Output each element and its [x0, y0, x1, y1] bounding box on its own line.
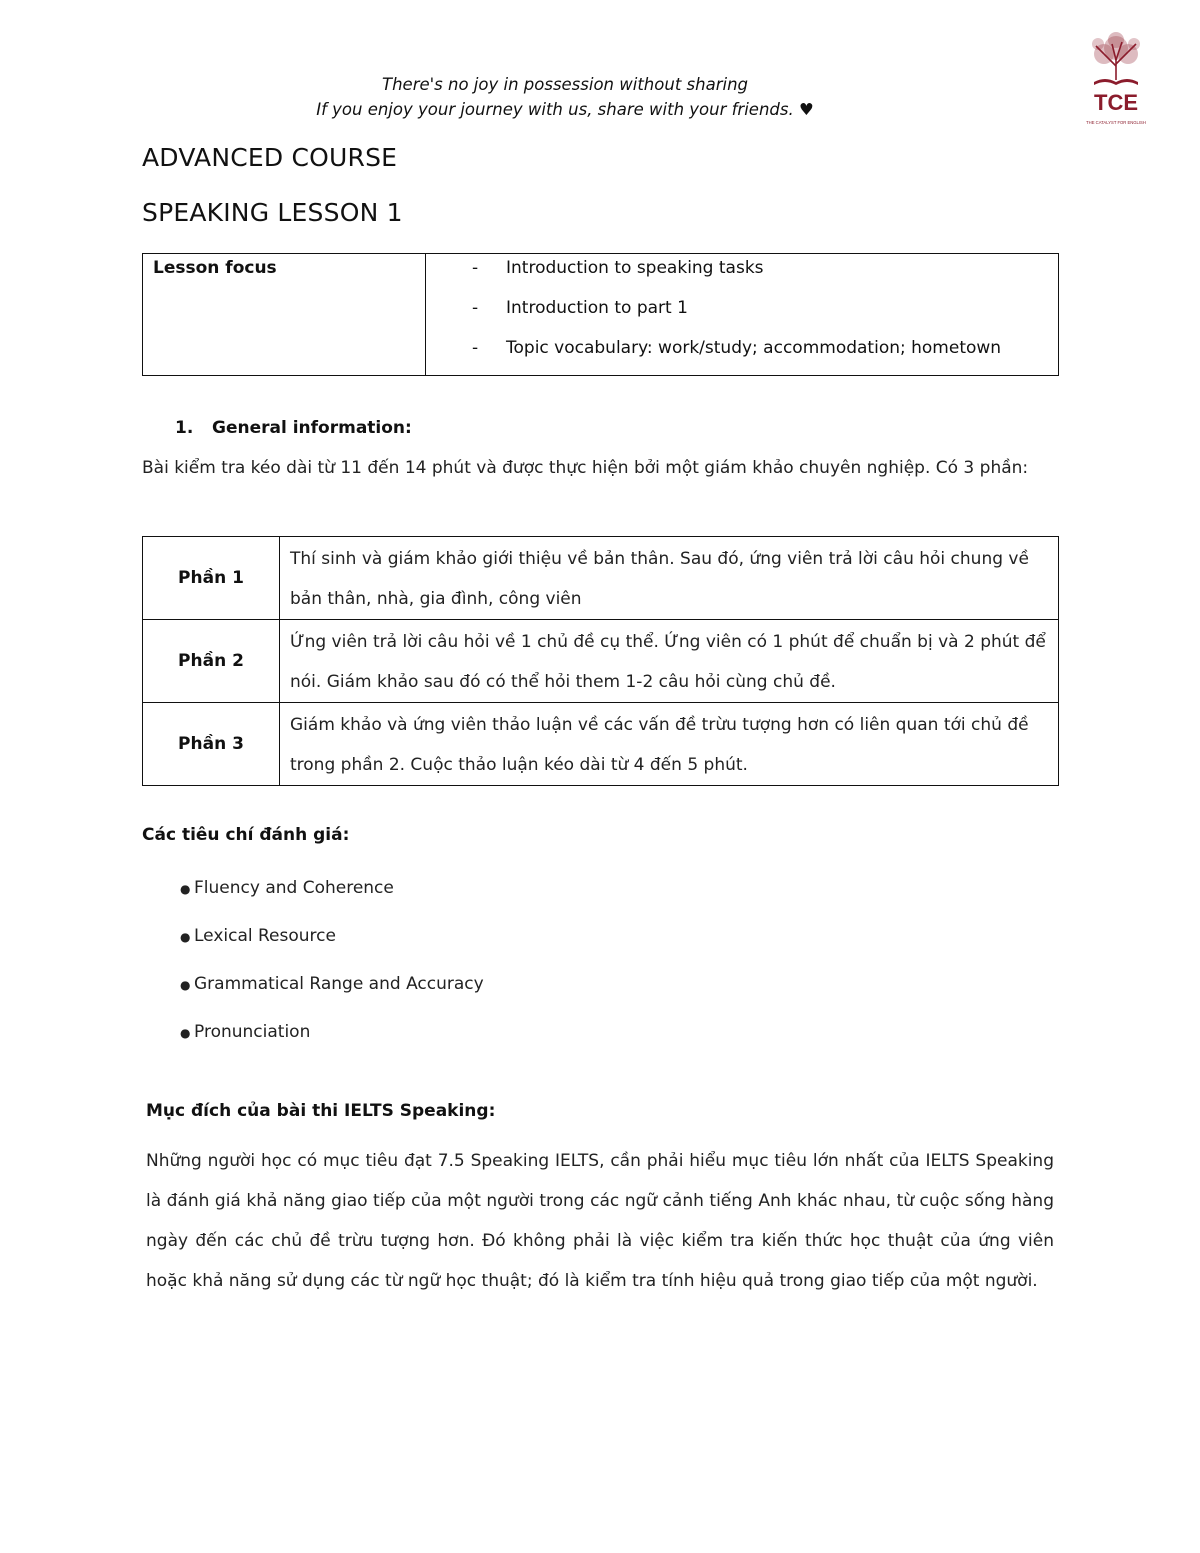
logo-tagline: THE CATALYST FOR ENGLISH: [1086, 120, 1146, 125]
dash-marker: -: [472, 298, 479, 318]
criteria-text: Pronunciation: [194, 1022, 311, 1042]
logo-text: TCE: [1094, 90, 1138, 115]
part-description: Ứng viên trả lời câu hỏi về 1 chủ đề cụ thể. Ứng viên có 1 phút để chuẩn bị và 2 phút để nói. Giám khảo sau đó có thể hỏi them 1-2 câu hỏi cùng chủ đề.: [280, 620, 1059, 703]
criteria-heading: Các tiêu chí đánh giá:: [142, 825, 350, 845]
criteria-text: Grammatical Range and Accuracy: [194, 974, 484, 994]
list-item: [180, 914, 484, 962]
header-quote: [0, 72, 1130, 122]
lesson-focus-table: [142, 253, 1059, 376]
table-row: [143, 620, 1059, 703]
focus-item-text: Introduction to part 1: [506, 298, 688, 318]
section-number: 1.: [175, 418, 194, 438]
general-info-text: Bài kiểm tra kéo dài từ 11 đến 14 phút và được thực hiện bởi một giám khảo chuyên nghiệp. Có 3 phần:: [142, 458, 1029, 478]
list-item: [180, 1010, 484, 1058]
part-label: Phần 2: [143, 620, 280, 703]
bullet-icon: ●: [180, 930, 191, 944]
dash-marker: -: [472, 338, 479, 358]
focus-item: [426, 294, 1058, 334]
section-heading-text: General information:: [212, 418, 412, 438]
test-parts-table: [142, 536, 1059, 786]
purpose-heading: Mục đích của bài thi IELTS Speaking:: [146, 1101, 496, 1121]
lesson-focus-label: Lesson focus: [143, 254, 426, 376]
list-item: [180, 866, 484, 914]
quote-line-2: If you enjoy your journey with us, share with your friends. ♥: [316, 100, 814, 119]
dash-marker: -: [472, 258, 479, 278]
table-row: [143, 537, 1059, 620]
section-heading-general: [175, 418, 412, 438]
quote-line-1: There's no joy in possession without sharing: [382, 75, 748, 94]
course-title: ADVANCED COURSE: [142, 143, 398, 172]
bullet-icon: ●: [180, 882, 191, 896]
part-description: Giám khảo và ứng viên thảo luận về các vấn đề trừu tượng hơn có liên quan tới chủ đề trong phần 2. Cuộc thảo luận kéo dài từ 4 đến 5 phút.: [280, 703, 1059, 786]
part-label: Phần 1: [143, 537, 280, 620]
criteria-text: Fluency and Coherence: [194, 878, 394, 898]
focus-item-text: Introduction to speaking tasks: [506, 258, 764, 278]
criteria-list: [180, 866, 484, 1058]
focus-item: [426, 254, 1058, 294]
table-row: [143, 703, 1059, 786]
criteria-text: Lexical Resource: [194, 926, 336, 946]
focus-item-text: Topic vocabulary: work/study; accommodation; hometown: [506, 338, 1002, 358]
part-description: Thí sinh và giám khảo giới thiệu về bản thân. Sau đó, ứng viên trả lời câu hỏi chung về bản thân, nhà, gia đình, công viên: [280, 537, 1059, 620]
bullet-icon: ●: [180, 978, 191, 992]
bullet-icon: ●: [180, 1026, 191, 1040]
tree-logo-icon: [1068, 28, 1164, 128]
list-item: [180, 962, 484, 1010]
lesson-title: SPEAKING LESSON 1: [142, 198, 403, 227]
purpose-paragraph: Những người học có mục tiêu đạt 7.5 Speaking IELTS, cần phải hiểu mục tiêu lớn nhất của IELTS Speaking là đánh giá khả năng giao tiếp của một người trong các ngữ cảnh tiếng Anh khác nhau, từ cuộc sống hàng ngày đến các chủ đề trừu tượng hơn. Đó không phải là việc kiểm tra kiến thức học thuật của ứng viên hoặc khả năng sử dụng các từ ngữ học thuật; đó là kiểm tra tính hiệu quả trong giao tiếp của một người.: [146, 1151, 1054, 1291]
tce-logo: [1068, 28, 1164, 128]
part-label: Phần 3: [143, 703, 280, 786]
lesson-focus-items: [426, 254, 1059, 376]
focus-item: [426, 334, 1058, 374]
